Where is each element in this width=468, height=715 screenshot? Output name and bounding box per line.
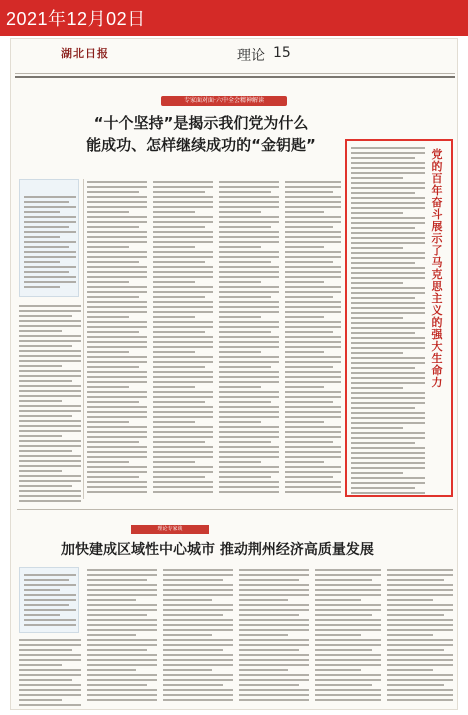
top-article-banner bbox=[161, 96, 287, 106]
headline-line-2: 能成功、怎样继续成功的“金钥匙” bbox=[86, 136, 316, 154]
body-column-5 bbox=[285, 181, 341, 496]
editor-note-box bbox=[19, 179, 79, 297]
bottom-column-2 bbox=[87, 569, 157, 704]
bottom-article-banner bbox=[131, 525, 209, 534]
top-article-banner-text: 专家面对面·六中全会精神解读 bbox=[184, 97, 264, 104]
bottom-column-4 bbox=[239, 569, 309, 704]
column-divider bbox=[83, 179, 84, 499]
highlighted-article-box bbox=[345, 139, 453, 497]
body-column-4 bbox=[219, 181, 279, 496]
headline-line-1: “十个坚持”是揭示我们党为什么 bbox=[93, 114, 309, 132]
newspaper-page bbox=[10, 38, 458, 710]
date-label: 2021年12月02日 bbox=[6, 9, 146, 29]
bottom-article-headline: 加快建成区域性中心城市 推动荆州经济高质量发展 bbox=[61, 542, 374, 558]
masthead-rule bbox=[15, 73, 455, 74]
bottom-column-5 bbox=[315, 569, 381, 704]
newspaper-logo: 湖北日报 bbox=[61, 47, 109, 60]
page-number: 15 bbox=[273, 45, 291, 61]
left-body-column bbox=[19, 305, 81, 505]
bottom-article-banner-text: 理论专家谈 bbox=[157, 526, 183, 532]
date-header-bar bbox=[0, 0, 468, 36]
section-name: 理论 bbox=[237, 48, 265, 64]
bottom-editor-note-box bbox=[19, 567, 79, 633]
bottom-column-1 bbox=[19, 639, 81, 709]
body-column-3 bbox=[153, 181, 213, 496]
masthead-rule-thick bbox=[15, 76, 455, 78]
body-column-2 bbox=[87, 181, 147, 496]
bottom-column-6 bbox=[387, 569, 453, 704]
top-article-headline bbox=[51, 113, 351, 155]
bottom-column-3 bbox=[163, 569, 233, 704]
masthead bbox=[15, 43, 455, 89]
vertical-article-title: 党 的 百 年 奋 斗 展 示 了 马 克 思 主 义 的 强 大 生 命 力 bbox=[431, 148, 443, 389]
section-divider bbox=[17, 509, 453, 510]
